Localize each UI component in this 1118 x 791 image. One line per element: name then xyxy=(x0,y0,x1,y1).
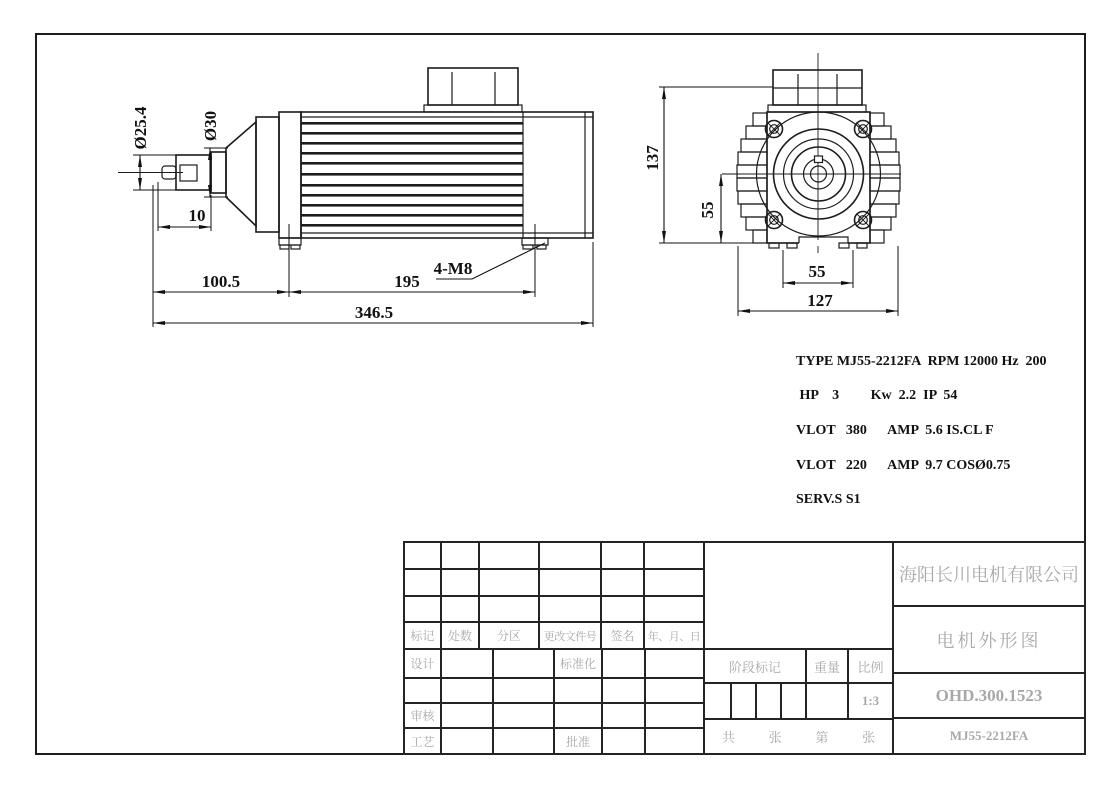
dim-pilot-diameter: Ø30 xyxy=(201,110,220,142)
spec-hp-kw-ip: HP 3 Kw 2.2 IP 54 xyxy=(796,388,958,403)
spec-service: SERV.S S1 xyxy=(796,492,861,507)
drawing-id-section xyxy=(894,543,1084,753)
terminal-box-side xyxy=(424,68,522,112)
corner-screws xyxy=(766,121,872,229)
weight-label: 重量 xyxy=(807,650,849,684)
revision-col-zone: 分区 xyxy=(480,623,540,650)
shaft-keyway xyxy=(815,156,823,163)
process-label: 工艺 xyxy=(405,729,442,753)
dim-shaft-diameter: Ø25.4 xyxy=(131,106,150,150)
weight-value xyxy=(807,684,849,720)
dim-mount-span: 195 xyxy=(394,272,420,291)
cooling-fins xyxy=(301,122,523,227)
drawing-number: OHD.300.1523 xyxy=(894,674,1084,719)
part-number: MJ55-2212FA xyxy=(949,728,1029,743)
fin-stack-left xyxy=(737,113,767,243)
revision-col-mark: 标记 xyxy=(405,623,442,650)
spec-type-rpm: TYPE MJ55-2212FA RPM 12000 Hz 200 xyxy=(796,354,1047,369)
sheet-index-label: 第 xyxy=(815,730,829,745)
revision-col-count: 处数 xyxy=(442,623,480,650)
sheet-count-row xyxy=(705,720,894,753)
fin-stack-right xyxy=(870,113,900,243)
dim-total-width: 127 xyxy=(807,291,833,310)
shaft-key xyxy=(180,165,197,181)
stage-section xyxy=(705,543,894,753)
sheet-total-unit: 张 xyxy=(768,730,782,745)
spec-volt-220: VLOT 220 AMP 9.7 COSØ0.75 xyxy=(796,458,1011,473)
dim-mount-holes: 4-M8 xyxy=(433,259,473,278)
sheet-index-unit: 张 xyxy=(862,730,876,745)
front-view xyxy=(643,53,901,316)
revision-col-change-doc: 更改文件号 xyxy=(540,623,602,650)
front-end-bell xyxy=(256,112,301,249)
standardization-label: 标准化 xyxy=(555,650,603,679)
dim-foot-span: 55 xyxy=(808,262,826,281)
terminal-box-front xyxy=(768,70,866,112)
scale-label: 比例 xyxy=(849,650,894,684)
dim-shaft-step-length: 10 xyxy=(188,206,206,225)
spec-volt-380: VLOT 380 AMP 5.6 IS.CL F xyxy=(796,423,994,438)
dim-total-length: 346.5 xyxy=(354,303,394,322)
revision-col-signature: 签名 xyxy=(602,623,645,650)
approve-label: 批准 xyxy=(555,729,603,753)
dim-axis-height: 55 xyxy=(698,201,717,219)
drawing-title: 电机外形图 xyxy=(894,607,1084,674)
side-view xyxy=(118,68,593,327)
revision-table xyxy=(405,543,705,650)
review-label: 审核 xyxy=(405,704,442,729)
dim-front-length: 100.5 xyxy=(201,272,241,291)
design-label: 设计 xyxy=(405,650,442,679)
scale-value: 1:3 xyxy=(849,684,894,720)
dim-total-height: 137 xyxy=(643,145,662,171)
front-foot xyxy=(279,238,301,245)
stage-mark-label: 阶段标记 xyxy=(705,650,807,684)
signature-table xyxy=(405,650,705,753)
company-name: 海阳长川电机有限公司 xyxy=(894,543,1084,607)
motor-body xyxy=(301,112,593,249)
revision-col-date: 年、月、日 xyxy=(645,623,705,650)
sheet-total-label: 共 xyxy=(721,730,735,745)
title-block xyxy=(403,541,1086,755)
stage-empty-box xyxy=(705,543,894,650)
